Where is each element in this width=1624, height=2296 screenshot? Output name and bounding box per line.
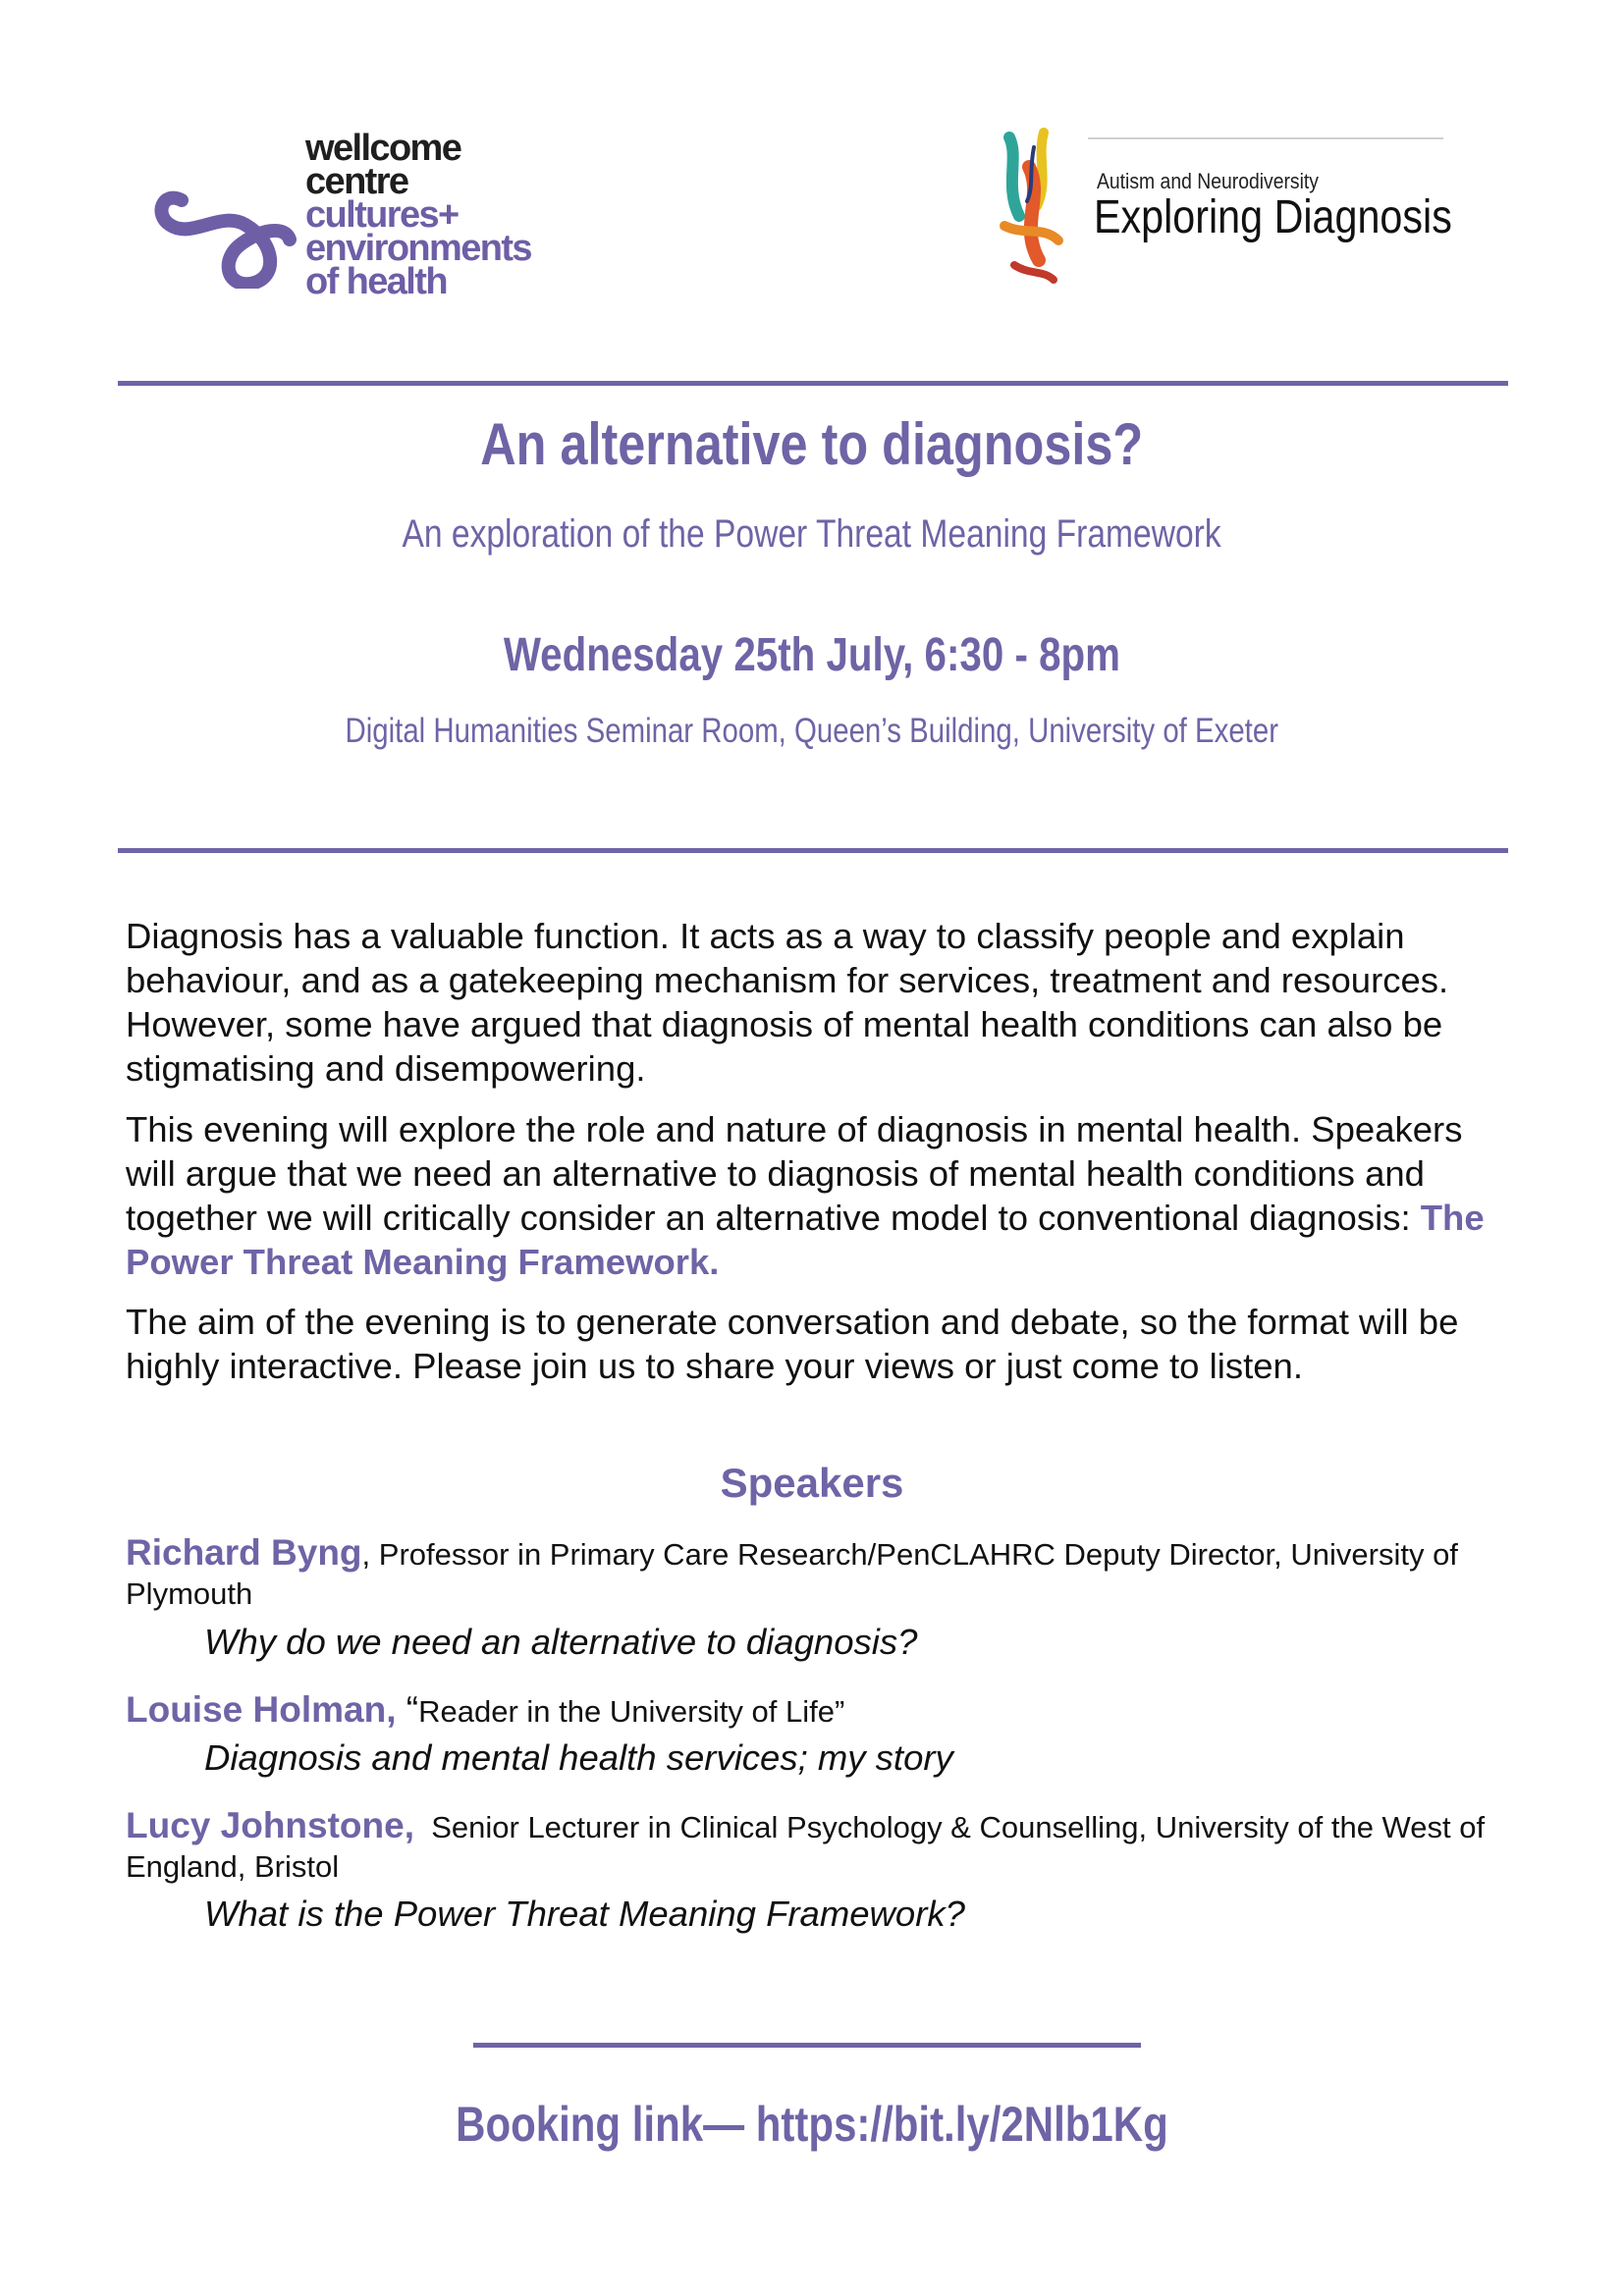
description-paragraph bbox=[126, 1107, 1520, 1284]
talk-title: What is the Power Threat Meaning Framework? bbox=[204, 1894, 965, 1934]
paragraph-text: This evening will explore the role and nature of diagnosis in mental health. Speakers will argue that we need an alternative to diagnosis of mental health conditions and together we will critically consider an alternative model to conventional diagnosis: bbox=[126, 1109, 1463, 1238]
speaker-role: Professor in Primary Care Research/PenCLAHRC Deputy Director, University of Plymouth bbox=[126, 1537, 1458, 1611]
logo-divider bbox=[1088, 137, 1443, 139]
event-venue-text: Digital Humanities Seminar Room, Queen’s Building, University of Exeter bbox=[345, 712, 1279, 750]
framework-highlight: The Power Threat Meaning Framework. bbox=[126, 1198, 1485, 1282]
infinity-logo-icon bbox=[152, 171, 299, 289]
speaker-separator: , bbox=[361, 1537, 371, 1572]
divider-bottom bbox=[473, 2043, 1141, 2048]
speakers-heading-text: Speakers bbox=[720, 1460, 904, 1506]
event-date bbox=[0, 628, 1624, 682]
logo-line: wellcome bbox=[305, 128, 461, 169]
speaker-entry bbox=[126, 1690, 1520, 1732]
speaker-separator bbox=[414, 1810, 431, 1844]
speaker-name: Richard Byng bbox=[126, 1532, 362, 1573]
logo-line: centre bbox=[305, 161, 408, 202]
logo-line: cultures+ bbox=[305, 194, 459, 236]
event-date-text: Wednesday 25th July, 6:30 - 8pm bbox=[503, 629, 1121, 681]
speaker-separator: “ bbox=[396, 1689, 419, 1730]
divider-top bbox=[118, 381, 1508, 386]
exploring-diagnosis-logo bbox=[982, 128, 1453, 304]
logo-tagline: Autism and Neurodiversity bbox=[1097, 169, 1319, 193]
talk-title: Why do we need an alternative to diagnosis? bbox=[204, 1622, 918, 1662]
event-title bbox=[0, 410, 1624, 478]
event-subtitle-text: An exploration of the Power Threat Meaning Framework bbox=[402, 512, 1222, 556]
brushstroke-figure-icon bbox=[990, 128, 1078, 285]
divider-middle bbox=[118, 848, 1508, 853]
wellcome-logo-wordmark bbox=[305, 128, 531, 302]
speaker-entry bbox=[126, 1806, 1520, 1887]
description-paragraph: The aim of the evening is to generate conversation and debate, so the format will be highly interactive. Please join us to share your views or just come to listen. bbox=[126, 1302, 1459, 1386]
speaker-role: Senior Lecturer in Clinical Psychology & Counselling, University of the West of England, Bristol bbox=[126, 1810, 1486, 1884]
talk-title: Diagnosis and mental health services; my story bbox=[204, 1737, 953, 1778]
event-title-text: An alternative to diagnosis? bbox=[480, 411, 1144, 477]
speaker-name: Louise Holman, bbox=[126, 1689, 397, 1730]
speaker-role: Reader in the University of Life” bbox=[418, 1694, 845, 1729]
speaker-name: Lucy Johnstone, bbox=[126, 1805, 414, 1845]
wellcome-centre-logo bbox=[152, 128, 579, 302]
event-venue bbox=[0, 712, 1624, 751]
logo-line: environments bbox=[305, 228, 531, 269]
logo-title: Exploring Diagnosis bbox=[1094, 191, 1452, 243]
booking-link-text[interactable]: Booking link— https://bit.ly/2Nlb1Kg bbox=[456, 2097, 1168, 2152]
speakers-heading bbox=[0, 1460, 1624, 1507]
logo-line: of health bbox=[305, 261, 447, 302]
speaker-entry bbox=[126, 1533, 1520, 1614]
booking-link[interactable] bbox=[0, 2096, 1624, 2153]
description-paragraph: Diagnosis has a valuable function. It acts as a way to classify people and explain behaviour, and as a gatekeeping mechanism for services, treatment and resources. However, some have argued that diagnosis of mental health conditions can also be stigmatising and disempowering. bbox=[126, 916, 1449, 1089]
event-subtitle bbox=[0, 512, 1624, 557]
